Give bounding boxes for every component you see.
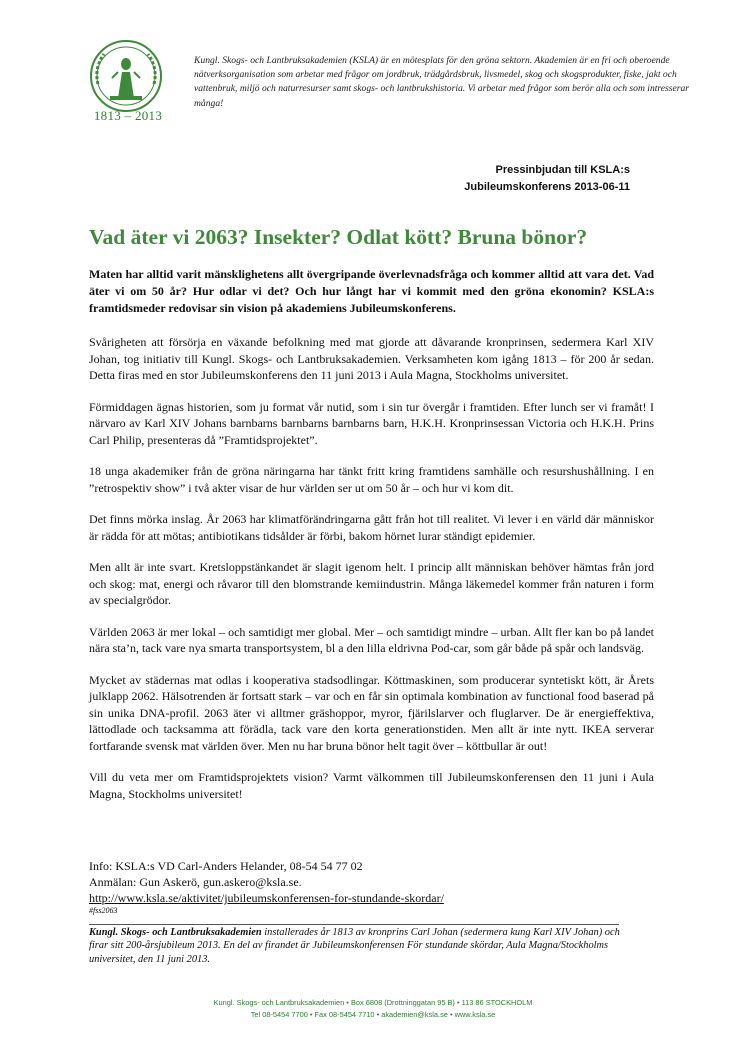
paragraph-7: Mycket av städernas mat odlas i kooperativa stadsodlingar. Köttmaskinen, som producerar syntetiskt kött, är Årets julklapp 2062. Hälsotrenden är fortsatt stark – var och en får sin optimala kombination av functional food baserad på sin unika DNA-profil. 2063 äter vi alltmer gräshoppor, myror, fjärilslarver och fluglarver. De är energieffektiva, lättodlade och tacksamma att förädla, tack vare den korta generationstiden. Men allt är inte nytt. IKEA serverar fortfarande svensk mat världen över. Men nu har bruna bönor helt tagit över – köttbullar är out! [89, 672, 654, 753]
press-line-2: Jubileumskonferens 2013-06-11 [464, 181, 630, 193]
paragraph-6: Världen 2063 är mer lokal – och samtidigt mer global. Mer – och samtidigt mindre – urban. Allt fler kan bo på landet nära sta’n, tack vare nya smarta transportsystem, bl a den lilla eldrivna Pod-car, som går både på spår och landsväg. [89, 624, 654, 655]
registration-contact: Anmälan: Gun Askerö, gun.askero@ksla.se. [89, 875, 302, 889]
academy-note-text: installerades år 1813 av kronprins Carl Johan (sedermera kung Karl XIV Johan) och firar sitt 200-årsjubileum 2013. En del av firandet är Jubileumskonferensen För stundande skördar, Aula Magna/Stockholms universitet, den 11 juni 2013. [89, 927, 620, 965]
paragraph-4: Det finns mörka inslag. År 2063 har klimatförändringarna gått från hot till realitet. Vi lever i en värld där människor är rädda för att mötas; antibiotikans tidsålder är förbi, bakom hörnet lurar ständigt epidemier. [89, 512, 654, 543]
conference-link[interactable]: http://www.ksla.se/aktivitet/jubileumskonferensen-for-stundande-skordar/ [89, 891, 444, 905]
contact-info [89, 858, 654, 916]
lead-paragraph: Maten har alltid varit mänsklighetens allt övergripande överlevnadsfråga och kommer alltid att vara det. Vad äter vi om 50 år? Hur odlar vi det? Och hur långt har vi kommit med den gröna ekonomin? KSLA:s framtidsmeder redovisar sin vision på akademiens Jubileumskonferens. [89, 267, 654, 315]
ksla-seal-logo-icon [88, 38, 164, 114]
academy-note [89, 926, 639, 966]
footer-contact: Tel 08-5454 7700 • Fax 08-5454 7710 • akademien@ksla.se • www.ksla.se [250, 1010, 496, 1019]
footer-address: Kungl. Skogs- och Lantbruksakademien • Box 6808 (Drottninggatan 95 B) • 113 86 STOCKHOLM [213, 998, 533, 1007]
paragraph-5: Men allt är inte svart. Kretsloppstänkandet är slagit igenom helt. I princip allt människan behöver hämtas från jord och skog: mat, energi och råvaror till den blomstrande kemiindustrin. Många läkemedel kommer från naturen i form av specialgrödor. [89, 560, 654, 607]
paragraph-1: Svårigheten att försörja en växande befolkning med mat gjorde att dåvarande kronprinsen, sedermera Karl XIV Johan, tog initiativ till Kungl. Skogs- och Lantbruksakademien. Verksamheten kom igång 1813 – för 200 år sedan. Detta firas med en stor Jubileumskonferens den 11 juni 2013 i Aula Magna, Stockholms universitet. [89, 335, 654, 382]
paragraph-8: Vill du veta mer om Framtidsprojektets vision? Varmt välkommen till Jubileumskonferensen den 11 juni i Aula Magna, Stockholms universitet! [89, 770, 654, 801]
info-contact: Info: KSLA:s VD Carl-Anders Helander, 08-54 54 77 02 [89, 859, 363, 873]
hashtag: #fss2063 [89, 906, 118, 915]
paragraph-3: 18 unga akademiker från de gröna näringarna har tänkt fritt kring framtidens samhälle och resurshushållning. I en ”retrospektiv show” i två akter visar de hur världen ser ut om 50 år – och hur vi kom dit. [89, 464, 654, 495]
press-invitation-label [464, 162, 630, 196]
academy-name: Kungl. Skogs- och Lantbruksakademien [89, 927, 262, 938]
body-text [89, 334, 654, 817]
organisation-intro: Kungl. Skogs- och Lantbruksakademien (KSLA) är en mötesplats för den gröna sektorn. Akademien är en fri och oberoende nätverksorganisation som arbetar med frågor om jordbruk, trädgårdsbruk, livsmedel, skog och skogsprodukter, fiske, jakt och vattenbruk, miljö och naturresurser samt skogs- och lantbrukshistoria. Vi arbetar med frågor som berör alla och som intresserar många! [194, 55, 690, 109]
anniversary-years: 1813 – 2013 [93, 108, 163, 123]
paragraph-2: Förmiddagen ägnas historien, som ju format vår nutid, som i sin tur övergår i framtiden. Efter lunch ser vi framåt! I närvaro av Karl XIV Johans barnbarns barnbarns barnbarns barn, H.K.H. Kronprinsessan Victoria och H.K.H. Prins Carl Philip, presenteras då ”Framtidsprojektet”. [89, 399, 654, 447]
page-title: Vad äter vi 2063? Insekter? Odlat kött? Bruna bönor? [89, 225, 588, 249]
divider [89, 924, 619, 925]
press-line-1: Pressinbjudan till KSLA:s [495, 164, 630, 176]
